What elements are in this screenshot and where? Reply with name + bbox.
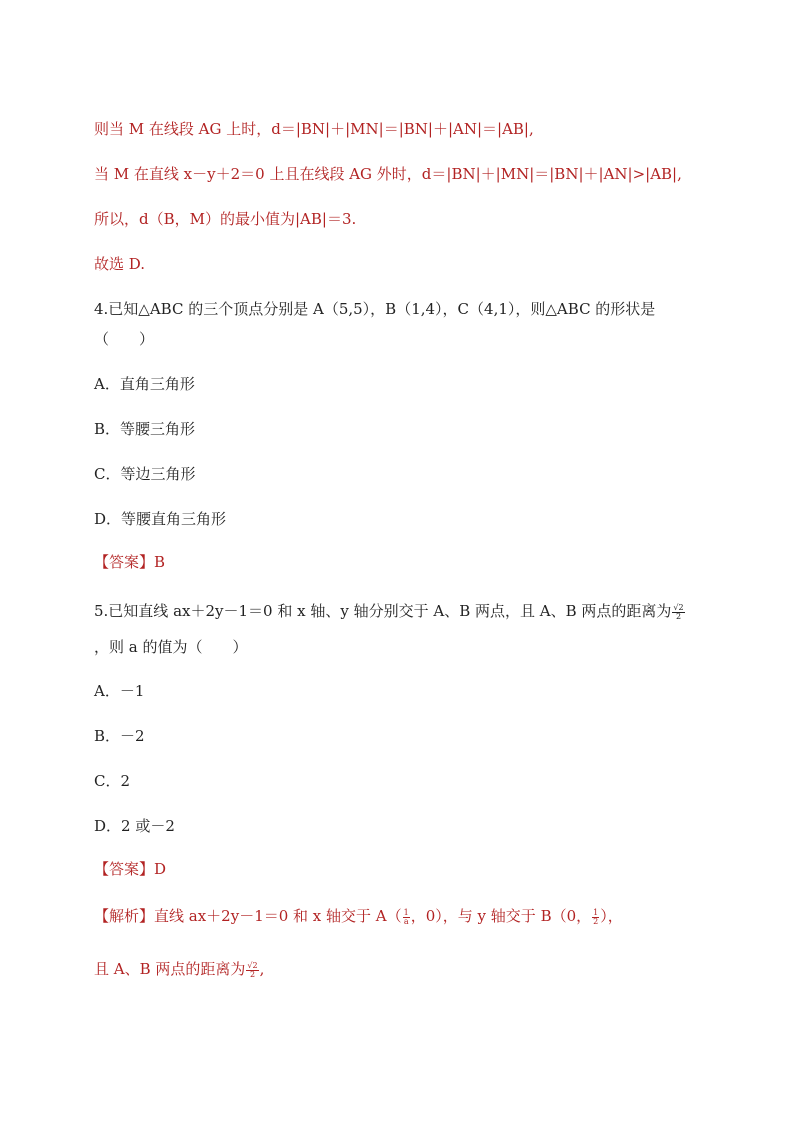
sqrt2-over-2-fraction <box>672 604 684 621</box>
question-4-option-a: A．直角三角形 <box>94 375 195 393</box>
one-over-a-fraction <box>403 909 410 926</box>
fraction-numerator: √2 <box>247 960 258 970</box>
question-5-answer: 【答案】D <box>94 860 167 878</box>
question-5-stem <box>94 600 700 622</box>
question-5-stem-text: 5.已知直线 ax＋2y－1＝0 和 x 轴、y 轴分别交于 A、B 两点，且 A、B 两点的距离为 <box>94 602 672 620</box>
explanation-last-text: 且 A、B 两点的距离为 <box>94 960 246 978</box>
question-5-stem-cont: ，则 a 的值为（ ） <box>94 638 248 656</box>
question-5-option-d: D．2 或－2 <box>94 817 175 835</box>
fraction-denominator: a <box>403 916 409 926</box>
question-4-option-c: C．等边三角形 <box>94 465 196 483</box>
explanation-text-b: ，0），与 y 轴交于 B（0， <box>410 907 592 925</box>
fraction-numerator: 1 <box>593 907 599 917</box>
question-4-answer: 【答案】B <box>94 553 166 571</box>
explanation-text-a: 【解析】直线 ax＋2y－1＝0 和 x 轴交于 A（ <box>94 907 402 925</box>
question-5-option-b: B．－2 <box>94 727 145 745</box>
sqrt2-over-2-fraction <box>246 962 258 979</box>
fraction-numerator: √2 <box>673 602 684 612</box>
question-5-explanation <box>94 905 700 927</box>
question-4-stem: 4.已知△ABC 的三个顶点分别是 A（5,5），B（1,4），C（4,1），则△ABC 的形状是 <box>94 300 656 318</box>
question-4-option-d: D．等腰直角三角形 <box>94 510 227 528</box>
fraction-denominator: 2 <box>593 916 599 926</box>
solution-line-2: 当 M 在直线 x－y＋2＝0 上且在线段 AG 外时，d＝|BN|＋|MN|＝|BN|＋|AN|>|AB|, <box>94 165 682 183</box>
one-over-two-fraction <box>592 909 599 926</box>
question-4-paren: （ ） <box>94 330 155 348</box>
question-5-option-c: C．2 <box>94 772 131 790</box>
explanation-last-punct: , <box>259 960 265 978</box>
solution-line-3: 所以，d（B，M）的最小值为|AB|＝3. <box>94 210 357 228</box>
solution-line-4: 故选 D. <box>94 255 146 273</box>
question-5-explanation-2 <box>94 958 700 980</box>
question-5-option-a: A．－1 <box>94 682 145 700</box>
solution-line-1: 则当 M 在线段 AG 上时，d＝|BN|＋|MN|＝|BN|＋|AN|＝|AB|, <box>94 120 534 138</box>
question-4-option-b: B．等腰三角形 <box>94 420 196 438</box>
fraction-denominator: 2 <box>249 969 256 979</box>
fraction-denominator: 2 <box>675 611 682 621</box>
fraction-numerator: 1 <box>403 907 409 917</box>
explanation-text-c: ）， <box>600 907 623 925</box>
